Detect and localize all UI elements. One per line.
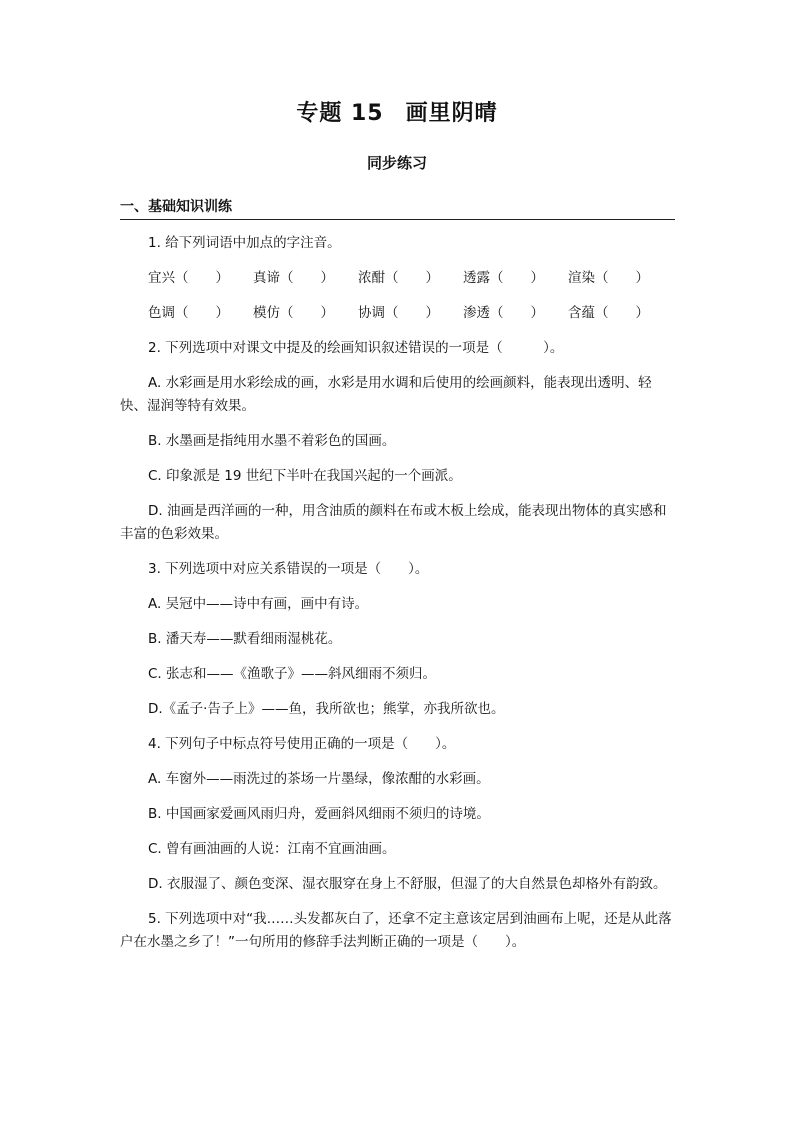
question-1-row-1: [120, 267, 675, 290]
question-3-option-c: C. 张志和——《渔歌子》——斜风细雨不须归。: [148, 666, 437, 682]
word-item: 渲染（ ）: [568, 270, 649, 286]
page-subtitle: 同步练习: [366, 154, 427, 172]
question-2-option-b: B. 水墨画是指纯用水墨不着彩色的国画。: [148, 433, 396, 449]
question-2-option-a: A. 水彩画是用水彩绘成的画，水彩是用水调和后使用的绘画颜料，能表现出透明、轻快、湿润等特有效果。: [120, 375, 652, 414]
word-item: 协调（ ）: [358, 305, 439, 321]
exercise-body: [120, 232, 675, 966]
word-item: 模仿（ ）: [253, 305, 334, 321]
word-item: 渗透（ ）: [463, 305, 544, 321]
question-2-option-d: D. 油画是西洋画的一种，用含油质的颜料在布或木板上绘成，能表现出物体的真实感和丰富的色彩效果。: [120, 503, 667, 542]
question-2-option-c: C. 印象派是 19 世纪下半叶在我国兴起的一个画派。: [148, 468, 462, 484]
page-title: [0, 96, 794, 127]
question-1-row-2: [120, 302, 675, 325]
word-item: 含蕴（ ）: [568, 305, 649, 321]
word-item: 浓酣（ ）: [358, 270, 439, 286]
question-5-stem: 5. 下列选项中对“我……头发都灰白了，还拿不定主意该定居到油画布上呢，还是从此落户在水墨之乡了！”一句所用的修辞手法判断正确的一项是（ ）。: [120, 911, 672, 950]
title-topic-number: 专题 15: [296, 101, 384, 126]
section-heading: 一、基础知识训练: [120, 196, 675, 220]
question-3-option-d: D.《孟子·告子上》——鱼，我所欲也；熊掌，亦我所欲也。: [148, 701, 505, 717]
question-3-option-b: B. 潘天寿——默看细雨湿桃花。: [148, 631, 342, 647]
word-item: 宜兴（ ）: [148, 270, 229, 286]
word-item: 透露（ ）: [463, 270, 544, 286]
question-4-option-a: A. 车窗外——雨洗过的茶场一片墨绿，像浓酣的水彩画。: [148, 771, 490, 787]
question-2-stem: 2. 下列选项中对课文中提及的绘画知识叙述错误的一项是（ ）。: [148, 340, 564, 356]
word-item: 色调（ ）: [148, 305, 229, 321]
word-item: 真谛（ ）: [253, 270, 334, 286]
question-3-stem: 3. 下列选项中对应关系错误的一项是（ ）。: [148, 561, 429, 577]
question-1-stem: 1. 给下列词语中加点的字注音。: [148, 235, 341, 251]
question-4-option-c: C. 曾有画油画的人说：江南不宜画油画。: [148, 841, 396, 857]
question-4-stem: 4. 下列句子中标点符号使用正确的一项是（ ）。: [148, 736, 456, 752]
question-3-option-a: A. 吴冠中——诗中有画，画中有诗。: [148, 596, 369, 612]
question-4-option-d: D. 衣服湿了、颜色变深、湿衣服穿在身上不舒服，但湿了的大自然景色却格外有韵致。: [148, 876, 667, 892]
title-topic-name: 画里阴晴: [405, 101, 498, 126]
question-4-option-b: B. 中国画家爱画风雨归舟，爱画斜风细雨不须归的诗境。: [148, 806, 490, 822]
